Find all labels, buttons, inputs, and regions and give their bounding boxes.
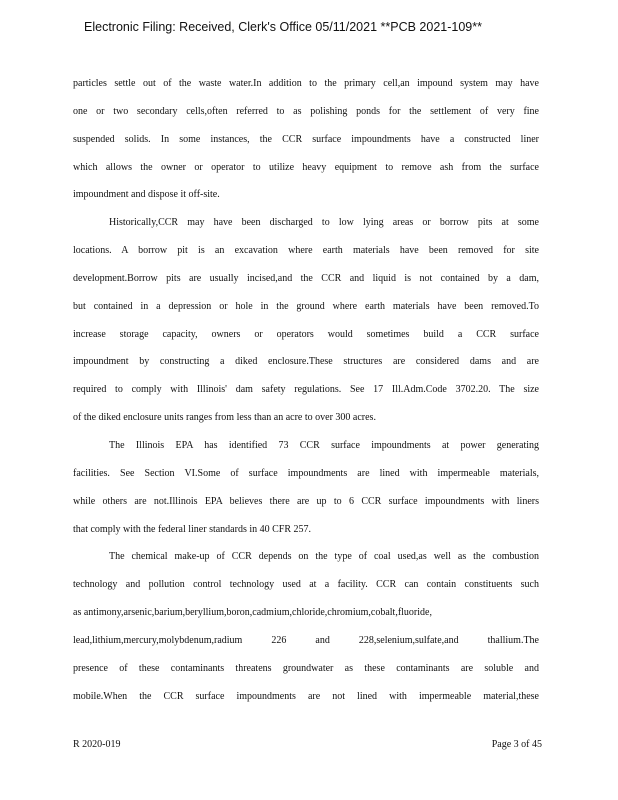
body-text xyxy=(73,70,539,710)
text-line: lead,lithium,mercury,molybdenum,radium 226 and 228,selenium,sulfate,and thallium.The xyxy=(73,634,539,646)
text-line: The chemical make-up of CCR depends on the type of coal used,as well as the combustion xyxy=(109,551,539,563)
text-line: development.Borrow pits are usually incised,and the CCR and liquid is not contained by a dam, xyxy=(73,272,539,284)
text-line: impoundment by constructing a diked enclosure.These structures are considered dams and are xyxy=(73,356,539,368)
text-line: technology and pollution control technology used at a facility. CCR can contain constituents such xyxy=(73,579,539,591)
text-line: impoundment and dispose it off-site. xyxy=(73,189,220,201)
text-line: as antimony,arsenic,barium,beryllium,boron,cadmium,chloride,chromium,cobalt,fluoride, xyxy=(73,607,432,619)
text-line: that comply with the federal liner standards in 40 CFR 257. xyxy=(73,523,312,535)
text-line: one or two secondary cells,often referred to as polishing ponds for the settlement of very fine xyxy=(73,105,539,117)
footer-page-number: Page 3 of 45 xyxy=(491,739,542,750)
footer-docket-number: R 2020-019 xyxy=(73,739,121,750)
text-line: locations. A borrow pit is an excavation where earth materials have been removed for site xyxy=(73,245,539,257)
text-line: but contained in a depression or hole in the ground where earth materials have been removed.To xyxy=(73,300,539,312)
text-line: while others are not.Illinois EPA believes there are up to 6 CCR surface impoundments with liners xyxy=(73,495,539,507)
text-line: mobile.When the CCR surface impoundments are not lined with impermeable material,these xyxy=(73,690,539,702)
text-line: increase storage capacity, owners or operators would sometimes build a CCR surface xyxy=(73,328,539,340)
text-line: facilities. See Section VI.Some of surface impoundments are lined with impermeable materials, xyxy=(73,467,539,479)
text-line: particles settle out of the waste water.In addition to the primary cell,an impound system may have xyxy=(73,78,539,89)
text-line: required to comply with Illinois' dam safety regulations. See 17 Ill.Adm.Code 3702.20. The size xyxy=(73,384,539,396)
text-line: which allows the owner or operator to utilize heavy equipment to remove ash from the surface xyxy=(73,161,539,173)
filing-stamp-header: Electronic Filing: Received, Clerk's Office 05/11/2021 **PCB 2021-109** xyxy=(84,20,482,34)
text-line: The Illinois EPA has identified 73 CCR surface impoundments at power generating xyxy=(109,439,539,451)
text-line: of the diked enclosure units ranges from less than an acre to over 300 acres. xyxy=(73,412,376,424)
text-line: Historically,CCR may have been discharged to low lying areas or borrow pits at some xyxy=(109,217,539,229)
text-line: suspended solids. In some instances, the CCR surface impoundments have a constructed liner xyxy=(73,133,539,145)
text-line: presence of these contaminants threatens groundwater as these contaminants are soluble and xyxy=(73,662,539,674)
